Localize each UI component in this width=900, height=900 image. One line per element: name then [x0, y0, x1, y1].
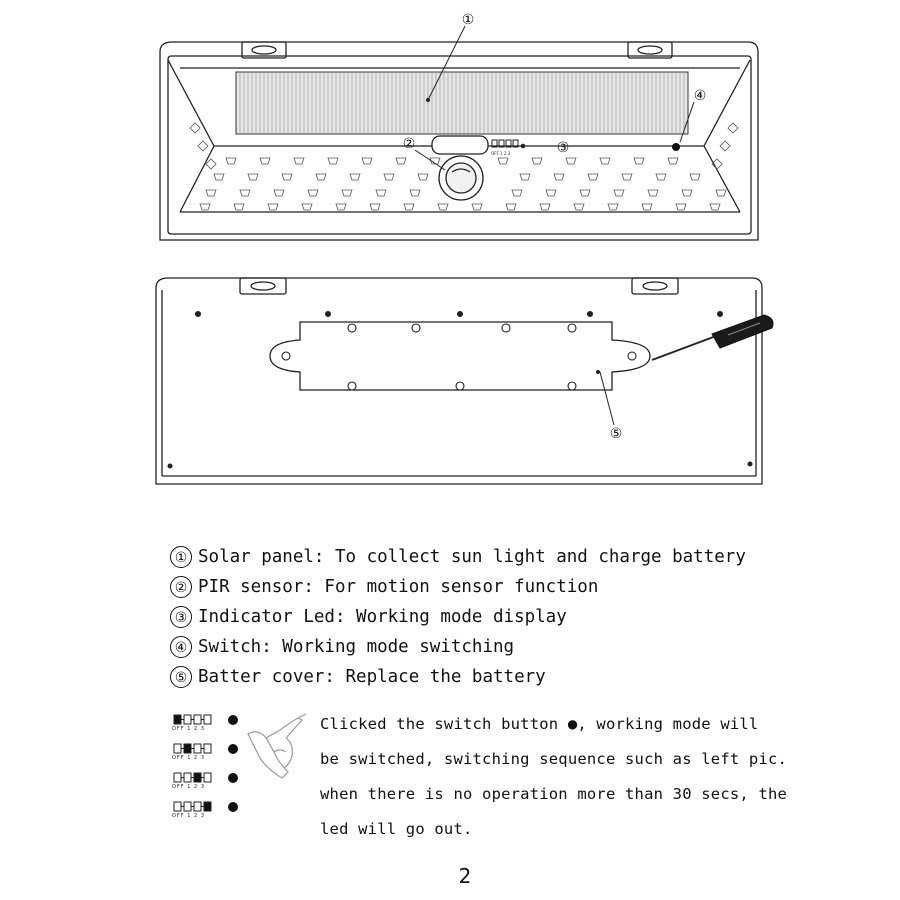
legend-item-switch: [170, 632, 870, 662]
indicator-state-3: [172, 799, 252, 828]
note-line: when there is no operation more than 30 secs, the: [320, 785, 788, 803]
switch-mini-label: OFF 1 2 3: [491, 151, 511, 156]
back-screws: [168, 312, 752, 469]
indicator-label: OFF 1 2 3: [172, 755, 205, 761]
legend-item-battery-cover: [170, 662, 870, 692]
callout-2: ②: [402, 136, 416, 152]
page-number: 2: [458, 864, 472, 888]
indicator-label: OFF 1 2 3: [172, 784, 205, 790]
legend-number: ①: [170, 546, 192, 568]
legend-text: Switch: Working mode switching: [198, 637, 515, 657]
indicator-states: [172, 712, 252, 828]
parts-legend: [170, 542, 870, 692]
switch-instruction-note: [320, 709, 800, 849]
legend-item-pir-sensor: [170, 572, 870, 602]
callout-5: ⑤: [609, 426, 623, 442]
legend-number: ⑤: [170, 666, 192, 688]
note-line: Clicked the switch button ●, working mode will: [320, 715, 759, 733]
callout-3: ③: [556, 140, 570, 156]
legend-item-indicator-led: [170, 602, 870, 632]
indicator-state-2: [172, 770, 252, 799]
legend-number: ②: [170, 576, 192, 598]
note-line: be switched, switching sequence such as left pic.: [320, 750, 788, 768]
note-line: led will go out.: [320, 820, 473, 838]
legend-text: Solar panel: To collect sun light and charge battery: [198, 547, 746, 567]
indicator-state-off: [172, 712, 252, 741]
switch-button-dot: [672, 143, 680, 151]
legend-text: PIR sensor: For motion sensor function: [198, 577, 599, 597]
indicator-state-1: [172, 741, 252, 770]
legend-text: Batter cover: Replace the battery: [198, 667, 546, 687]
legend-text: Indicator Led: Working mode display: [198, 607, 567, 627]
pointing-hand-icon: [244, 712, 314, 782]
callout-4: ④: [693, 88, 707, 104]
solar-panel: [236, 72, 688, 134]
legend-item-solar-panel: [170, 542, 870, 572]
indicator-label: OFF 1 2 3: [172, 813, 205, 819]
callout-1: ①: [461, 12, 475, 28]
back-view: [156, 278, 762, 484]
screwdriver: [652, 315, 773, 360]
legend-number: ④: [170, 636, 192, 658]
indicator-label: OFF 1 2 3: [172, 726, 205, 732]
legend-number: ③: [170, 606, 192, 628]
pir-sensor: [432, 136, 488, 200]
